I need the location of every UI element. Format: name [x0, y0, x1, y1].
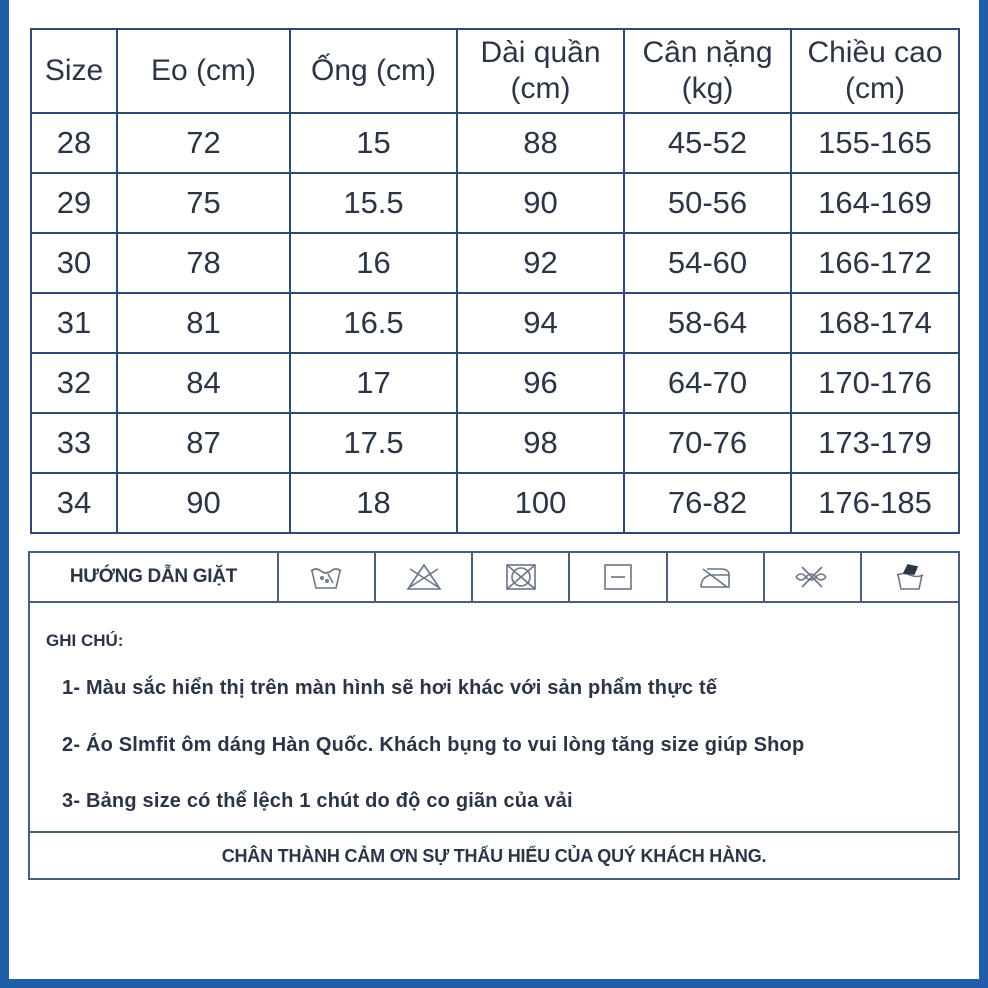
table-cell: 58-64 — [624, 293, 791, 353]
table-cell: 50-56 — [624, 173, 791, 233]
header-length: Dài quần (cm) — [457, 29, 624, 113]
table-row — [31, 293, 959, 353]
table-cell: 64-70 — [624, 353, 791, 413]
table-cell: 45-52 — [624, 113, 791, 173]
header-height: Chiều cao (cm) — [791, 29, 959, 113]
table-cell: 166-172 — [791, 233, 959, 293]
table-cell: 170-176 — [791, 353, 959, 413]
table-row — [31, 353, 959, 413]
table-cell: 96 — [457, 353, 624, 413]
table-cell: 15.5 — [290, 173, 457, 233]
hand-wash-icon — [279, 553, 376, 601]
table-cell: 90 — [457, 173, 624, 233]
table-header-row — [31, 29, 959, 113]
care-symbols-row — [30, 553, 958, 603]
table-cell: 84 — [117, 353, 290, 413]
table-cell: 100 — [457, 473, 624, 533]
table-cell: 92 — [457, 233, 624, 293]
header-size: Size — [31, 29, 117, 113]
table-row — [31, 113, 959, 173]
header-leg-opening: Ống (cm) — [290, 29, 457, 113]
table-cell: 15 — [290, 113, 457, 173]
no-bleach-icon — [376, 553, 473, 601]
table-cell: 29 — [31, 173, 117, 233]
table-row — [31, 413, 959, 473]
dry-flat-icon — [570, 553, 667, 601]
header-waist: Eo (cm) — [117, 29, 290, 113]
table-cell: 75 — [117, 173, 290, 233]
table-cell: 88 — [457, 113, 624, 173]
table-cell: 17 — [290, 353, 457, 413]
table-cell: 16.5 — [290, 293, 457, 353]
table-cell: 176-185 — [791, 473, 959, 533]
table-cell: 87 — [117, 413, 290, 473]
table-cell: 90 — [117, 473, 290, 533]
table-cell: 34 — [31, 473, 117, 533]
table-cell: 33 — [31, 413, 117, 473]
no-tumble-dry-icon — [473, 553, 570, 601]
table-cell: 18 — [290, 473, 457, 533]
table-cell: 31 — [31, 293, 117, 353]
care-title: HƯỚNG DẪN GIẶT — [30, 553, 279, 601]
table-row — [31, 473, 959, 533]
no-wring-icon — [765, 553, 862, 601]
table-cell: 164-169 — [791, 173, 959, 233]
table-cell: 168-174 — [791, 293, 959, 353]
note-item: 2- Áo Slmfit ôm dáng Hàn Quốc. Khách bụng to vui lòng tăng size giúp Shop — [62, 734, 805, 756]
note-item: 3- Bảng size có thể lệch 1 chút do độ co giãn của vải — [62, 790, 573, 812]
table-row — [31, 173, 959, 233]
care-instructions-panel — [28, 551, 960, 880]
table-cell: 28 — [31, 113, 117, 173]
table-cell: 54-60 — [624, 233, 791, 293]
table-row — [31, 233, 959, 293]
low-iron-icon — [668, 553, 765, 601]
size-chart-table — [30, 28, 960, 534]
table-cell: 173-179 — [791, 413, 959, 473]
table-cell: 94 — [457, 293, 624, 353]
table-cell: 76-82 — [624, 473, 791, 533]
table-cell: 17.5 — [290, 413, 457, 473]
thank-you-message: CHÂN THÀNH CẢM ƠN SỰ THẤU HIỂU CỦA QUÝ KHÁCH HÀNG. — [30, 831, 958, 880]
table-cell: 78 — [117, 233, 290, 293]
table-cell: 16 — [290, 233, 457, 293]
gentle-wash-icon — [862, 553, 958, 601]
note-item: 1- Màu sắc hiển thị trên màn hình sẽ hơi khác với sản phẩm thực tế — [62, 677, 718, 699]
notes-title: GHI CHÚ: — [46, 631, 124, 650]
table-cell: 72 — [117, 113, 290, 173]
table-cell: 155-165 — [791, 113, 959, 173]
header-weight: Cân nặng (kg) — [624, 29, 791, 113]
table-cell: 70-76 — [624, 413, 791, 473]
table-cell: 32 — [31, 353, 117, 413]
table-cell: 81 — [117, 293, 290, 353]
table-cell: 98 — [457, 413, 624, 473]
table-cell: 30 — [31, 233, 117, 293]
